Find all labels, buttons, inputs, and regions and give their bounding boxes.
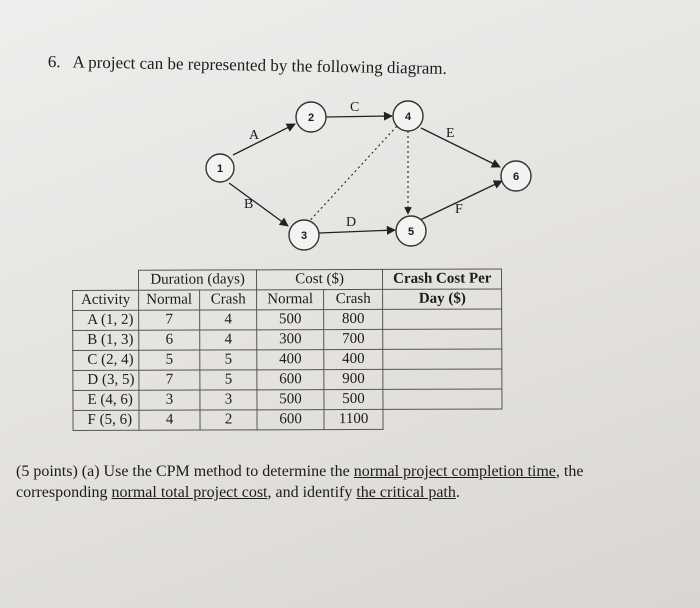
activity-header: Activity xyxy=(73,290,139,310)
dummy-edge-2-3 xyxy=(304,126,397,227)
edge-d xyxy=(319,230,395,233)
edge-c xyxy=(326,116,392,117)
node-1 xyxy=(206,154,234,182)
cost-normal-header: Normal xyxy=(257,290,324,310)
crash-cost-header-line2: Day ($) xyxy=(383,289,502,309)
edge-label-b: B xyxy=(244,197,254,212)
svg-text:5: 5 xyxy=(407,226,415,238)
edge-label-f: F xyxy=(455,202,463,217)
table-row: E (4, 6) 3 3 500 500 xyxy=(73,389,502,410)
question-text: A project can be represented by the following diagram. xyxy=(72,52,448,78)
header-row-2 xyxy=(73,289,502,310)
header-row-1 xyxy=(73,269,502,290)
cost-crash-header: Crash xyxy=(324,289,383,309)
crash-cost-header-line1: Crash Cost Per xyxy=(383,269,502,289)
table-row: A (1, 2) 7 4 500 800 xyxy=(73,309,502,330)
edge-label-c: C xyxy=(350,100,360,115)
node-6 xyxy=(501,161,531,191)
node-5 xyxy=(396,216,426,246)
table-row: F (5, 6) 4 2 600 1100 xyxy=(73,409,502,430)
svg-text:4: 4 xyxy=(404,111,412,123)
table-row: B (1, 3) 6 4 300 700 xyxy=(73,329,502,350)
part-a-question xyxy=(16,461,583,503)
edge-e xyxy=(421,128,500,167)
critical-path-phrase: the critical path xyxy=(356,484,456,501)
node-2 xyxy=(296,102,326,132)
part-a-line-2: corresponding normal total project cost, and identify the critical path. xyxy=(16,484,460,501)
svg-text:6: 6 xyxy=(512,171,520,183)
edge-label-d: D xyxy=(346,215,357,230)
question-number: 6. xyxy=(47,52,61,72)
duration-crash-header: Crash xyxy=(200,290,257,310)
normal-total-cost-phrase: normal total project cost xyxy=(111,484,268,501)
table-row: D (3, 5) 7 5 600 900 xyxy=(73,369,502,390)
activity-table xyxy=(72,268,503,431)
cost-header: Cost ($) xyxy=(257,269,383,289)
edge-label-e: E xyxy=(446,126,455,141)
table-row: C (2, 4) 5 5 400 400 xyxy=(73,349,502,370)
edge-label-a: A xyxy=(249,128,260,143)
normal-completion-time-phrase: normal project completion time xyxy=(353,463,556,480)
duration-header: Duration (days) xyxy=(139,270,257,290)
duration-normal-header: Normal xyxy=(139,290,200,310)
node-4 xyxy=(393,101,423,131)
edge-a xyxy=(233,124,295,155)
svg-text:3: 3 xyxy=(300,230,308,242)
network-diagram xyxy=(0,0,700,260)
part-a-line-1: (5 points) (a) Use the CPM method to determine the normal project completion time, the xyxy=(16,463,584,480)
edge-b xyxy=(229,183,288,226)
svg-text:2: 2 xyxy=(307,112,315,124)
node-3 xyxy=(289,220,319,250)
svg-text:1: 1 xyxy=(216,163,224,175)
